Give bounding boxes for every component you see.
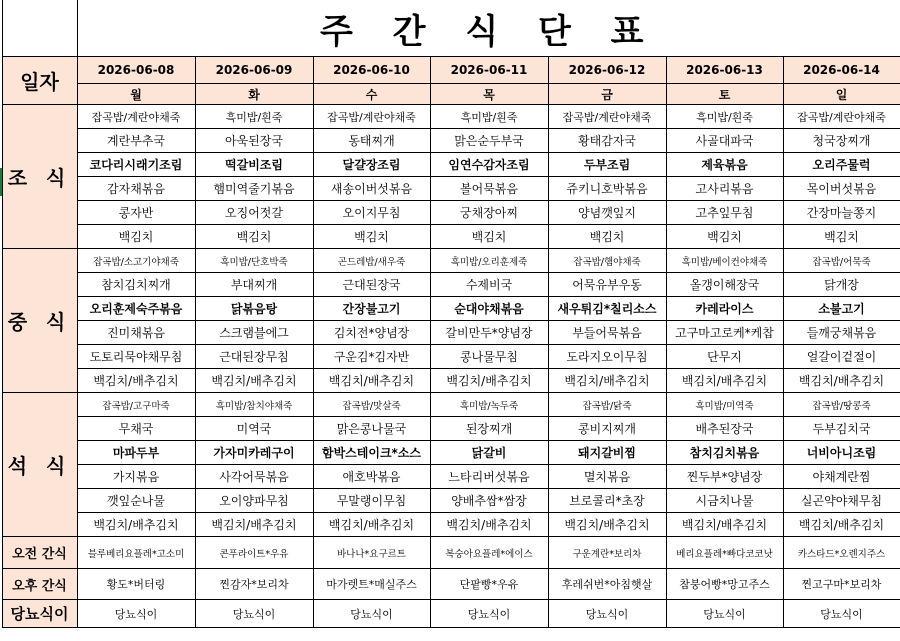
am-snack-item: 카스타드*오렌지주스 [783,537,900,569]
day-header: 화 [195,84,313,105]
lunch-dish: 흑미밥/오리훈제죽 [430,249,548,273]
breakfast-dish: 백김치 [430,225,548,249]
pm-snack-label: 오후 간식 [2,569,77,600]
am-snack-item: 콘푸라이트*우유 [195,537,313,569]
title-row [0,0,900,57]
date-header: 2026-06-10 [313,57,430,84]
lunch-dish: 잡곡밥/햄야채죽 [548,249,666,273]
lunch-dish: 근대된장국 [313,273,430,297]
date-header: 2026-06-14 [783,57,900,84]
dinner-dish: 느타리버섯볶음 [430,465,548,489]
breakfast-dish: 간장마늘쫑지 [783,201,900,225]
lunch-dish: 얼갈이겉절이 [783,345,900,369]
breakfast-dish: 두부조림 [548,153,666,177]
lunch-row [0,345,900,369]
lunch-dish: 백김치/배추김치 [783,369,900,393]
date-label: 일자 [2,57,77,105]
dinner-dish: 흑미밥/미역죽 [666,393,783,417]
cell-selection-marker [0,168,2,196]
dinner-dish: 맑은콩나물국 [313,417,430,441]
date-header: 2026-06-12 [548,57,666,84]
am-snack-item: 베리요플레*빠다코코낫 [666,537,783,569]
lunch-dish: 수제비국 [430,273,548,297]
lunch-dish: 백김치/배추김치 [666,369,783,393]
diabetic-item: 당뇨식이 [548,600,666,628]
dinner-dish: 무채국 [77,417,195,441]
dinner-dish: 시금치나물 [666,489,783,513]
breakfast-dish: 쥬키니호박볶음 [548,177,666,201]
pm-snack-item: 참붕어빵*망고주스 [666,569,783,600]
dinner-label: 석 식 [2,393,77,537]
dinner-dish: 양배추쌈*쌈장 [430,489,548,513]
breakfast-dish: 흑미밥/흰죽 [195,105,313,129]
day-header: 목 [430,84,548,105]
am-snack-label: 오전 간식 [2,537,77,569]
lunch-row [0,369,900,393]
lunch-dish: 잡곡밥/소고기야채죽 [77,249,195,273]
lunch-dish: 구운김*김자반 [313,345,430,369]
breakfast-dish: 볼어묵볶음 [430,177,548,201]
menu-title: 주 간 식 단 표 [77,0,900,57]
diabetic-item: 당뇨식이 [77,600,195,628]
dinner-dish: 돼지갈비찜 [548,441,666,465]
lunch-dish: 들깨궁채볶음 [783,321,900,345]
am-snack-row [0,537,900,569]
lunch-dish: 순대야채볶음 [430,297,548,321]
dinner-dish: 백김치/배추김치 [548,513,666,537]
breakfast-dish: 고추잎무침 [666,201,783,225]
day-header: 토 [666,84,783,105]
lunch-dish: 도토리묵야채무침 [77,345,195,369]
dinner-dish: 잡곡밥/고구마죽 [77,393,195,417]
lunch-dish: 부들어묵볶음 [548,321,666,345]
am-snack-item: 구운계란*보리차 [548,537,666,569]
dinner-dish: 가지볶음 [77,465,195,489]
lunch-dish: 흑미밥/베이컨야채죽 [666,249,783,273]
lunch-dish: 닭개장 [783,273,900,297]
breakfast-dish: 오징어젓갈 [195,201,313,225]
lunch-dish: 소불고기 [783,297,900,321]
dinner-dish: 브로콜리*초장 [548,489,666,513]
breakfast-row [0,105,900,129]
breakfast-dish: 코다리시래기조림 [77,153,195,177]
breakfast-dish: 황태감자국 [548,129,666,153]
lunch-dish: 간장불고기 [313,297,430,321]
am-snack-item: 블루베리요플레*고소미 [77,537,195,569]
breakfast-dish: 임연수감자조림 [430,153,548,177]
dinner-dish: 오이양파무침 [195,489,313,513]
breakfast-dish: 맑은순두부국 [430,129,548,153]
date-header: 2026-06-09 [195,57,313,84]
breakfast-dish: 잡곡밥/계란야채죽 [548,105,666,129]
pm-snack-item: 마가렛트*매실주스 [313,569,430,600]
breakfast-dish: 잡곡밥/계란야채죽 [783,105,900,129]
breakfast-row [0,129,900,153]
day-header: 월 [77,84,195,105]
dinner-dish: 실곤약야채무침 [783,489,900,513]
breakfast-row [0,177,900,201]
breakfast-dish: 백김치 [77,225,195,249]
dinner-dish: 백김치/배추김치 [77,513,195,537]
dinner-dish: 잡곡밥/닭죽 [548,393,666,417]
breakfast-dish: 감자채볶음 [77,177,195,201]
lunch-dish: 카레라이스 [666,297,783,321]
breakfast-row [0,225,900,249]
lunch-label: 중 식 [2,249,77,393]
dinner-dish: 백김치/배추김치 [313,513,430,537]
lunch-dish: 근대된장무침 [195,345,313,369]
breakfast-dish: 새송이버섯볶음 [313,177,430,201]
dinner-row [0,441,900,465]
day-header: 일 [783,84,900,105]
am-snack-item: 복숭아요플레*에이스 [430,537,548,569]
lunch-dish: 부대찌개 [195,273,313,297]
lunch-dish: 흑미밥/단호박죽 [195,249,313,273]
diabetic-item: 당뇨식이 [666,600,783,628]
breakfast-dish: 청국장찌개 [783,129,900,153]
diabetic-item: 당뇨식이 [195,600,313,628]
lunch-row [0,297,900,321]
dinner-dish: 배추된장국 [666,417,783,441]
dinner-dish: 두부김치국 [783,417,900,441]
lunch-dish: 백김치/배추김치 [430,369,548,393]
lunch-dish: 콩나물무침 [430,345,548,369]
dinner-dish: 야채계란찜 [783,465,900,489]
lunch-dish: 진미채볶음 [77,321,195,345]
day-row [0,84,900,105]
diabetic-row [0,600,900,628]
breakfast-dish: 동태찌개 [313,129,430,153]
breakfast-dish: 양념깻잎지 [548,201,666,225]
lunch-dish: 김치전*양념장 [313,321,430,345]
lunch-dish: 백김치/배추김치 [195,369,313,393]
lunch-dish: 갈비만두*양념장 [430,321,548,345]
lunch-dish: 올갱이해장국 [666,273,783,297]
dinner-dish: 마파두부 [77,441,195,465]
day-header: 수 [313,84,430,105]
breakfast-dish: 고사리볶음 [666,177,783,201]
dinner-dish: 애호박볶음 [313,465,430,489]
lunch-dish: 새우튀김*칠리소스 [548,297,666,321]
dinner-dish: 잡곡밥/땅콩죽 [783,393,900,417]
dinner-dish: 된장찌개 [430,417,548,441]
lunch-dish: 백김치/배추김치 [548,369,666,393]
diabetic-item: 당뇨식이 [313,600,430,628]
dinner-row [0,513,900,537]
breakfast-dish: 백김치 [195,225,313,249]
breakfast-dish: 오이지무침 [313,201,430,225]
dinner-dish: 참치김치볶음 [666,441,783,465]
lunch-row [0,321,900,345]
pm-snack-row [0,569,900,600]
lunch-dish: 단무지 [666,345,783,369]
pm-snack-item: 찐감자*보리차 [195,569,313,600]
breakfast-dish: 잡곡밥/계란야채죽 [77,105,195,129]
dinner-dish: 백김치/배추김치 [430,513,548,537]
breakfast-dish: 사골대파국 [666,129,783,153]
pm-snack-item: 단팥빵*우유 [430,569,548,600]
breakfast-dish: 떡갈비조림 [195,153,313,177]
dinner-row [0,465,900,489]
am-snack-item: 바나나*요구르트 [313,537,430,569]
breakfast-row [0,201,900,225]
lunch-row [0,249,900,273]
lunch-dish: 잡곡밥/어묵죽 [783,249,900,273]
pm-snack-item: 후레쉬번*아침햇살 [548,569,666,600]
dinner-dish: 무말랭이무침 [313,489,430,513]
dinner-dish: 백김치/배추김치 [195,513,313,537]
date-row [0,57,900,84]
breakfast-dish: 잡곡밥/계란야채죽 [313,105,430,129]
dinner-dish: 흑미밥/녹두죽 [430,393,548,417]
dinner-dish: 함박스테이크*소스 [313,441,430,465]
dinner-dish: 미역국 [195,417,313,441]
lunch-dish: 도라지오이무침 [548,345,666,369]
breakfast-row [0,153,900,177]
dinner-dish: 잡곡밥/맛살죽 [313,393,430,417]
lunch-dish: 닭볶음탕 [195,297,313,321]
dinner-dish: 깻잎순나물 [77,489,195,513]
dinner-dish: 흑미밥/참치야채죽 [195,393,313,417]
diabetic-label: 당뇨식이 [2,600,77,628]
dinner-row [0,417,900,441]
date-header: 2026-06-11 [430,57,548,84]
pm-snack-item: 황도*버터링 [77,569,195,600]
dinner-dish: 백김치/배추김치 [783,513,900,537]
lunch-dish: 참치김치찌개 [77,273,195,297]
breakfast-dish: 오리주물럭 [783,153,900,177]
dinner-dish: 닭갈비 [430,441,548,465]
dinner-dish: 너비아니조림 [783,441,900,465]
lunch-row [0,273,900,297]
dinner-dish: 콩비지찌개 [548,417,666,441]
lunch-dish: 곤드레밥/새우죽 [313,249,430,273]
date-header: 2026-06-08 [77,57,195,84]
breakfast-dish: 햄미역줄기볶음 [195,177,313,201]
dinner-dish: 멸치볶음 [548,465,666,489]
date-header: 2026-06-13 [666,57,783,84]
dinner-dish: 가자미카레구이 [195,441,313,465]
pm-snack-item: 찐고구마*보리차 [783,569,900,600]
breakfast-dish: 흑미밥/흰죽 [430,105,548,129]
breakfast-dish: 아욱된장국 [195,129,313,153]
breakfast-dish: 백김치 [548,225,666,249]
diabetic-item: 당뇨식이 [430,600,548,628]
breakfast-dish: 백김치 [666,225,783,249]
breakfast-dish: 흑미밥/흰죽 [666,105,783,129]
dinner-row [0,489,900,513]
dinner-dish: 찐두부*양념장 [666,465,783,489]
breakfast-dish: 백김치 [313,225,430,249]
breakfast-dish: 백김치 [783,225,900,249]
lunch-dish: 어묵유부우동 [548,273,666,297]
breakfast-dish: 콩자반 [77,201,195,225]
breakfast-dish: 계란부추국 [77,129,195,153]
dinner-row [0,393,900,417]
breakfast-dish: 제육볶음 [666,153,783,177]
breakfast-dish: 목이버섯볶음 [783,177,900,201]
dinner-dish: 사각어묵볶음 [195,465,313,489]
lunch-dish: 오리훈제숙주볶음 [77,297,195,321]
breakfast-label: 조 식 [2,105,77,249]
diabetic-item: 당뇨식이 [783,600,900,628]
breakfast-dish: 달걀장조림 [313,153,430,177]
lunch-dish: 백김치/배추김치 [77,369,195,393]
dinner-dish: 백김치/배추김치 [666,513,783,537]
breakfast-dish: 궁채장아찌 [430,201,548,225]
lunch-dish: 백김치/배추김치 [313,369,430,393]
lunch-dish: 고구마고로케*케찹 [666,321,783,345]
day-header: 금 [548,84,666,105]
lunch-dish: 스크램블에그 [195,321,313,345]
